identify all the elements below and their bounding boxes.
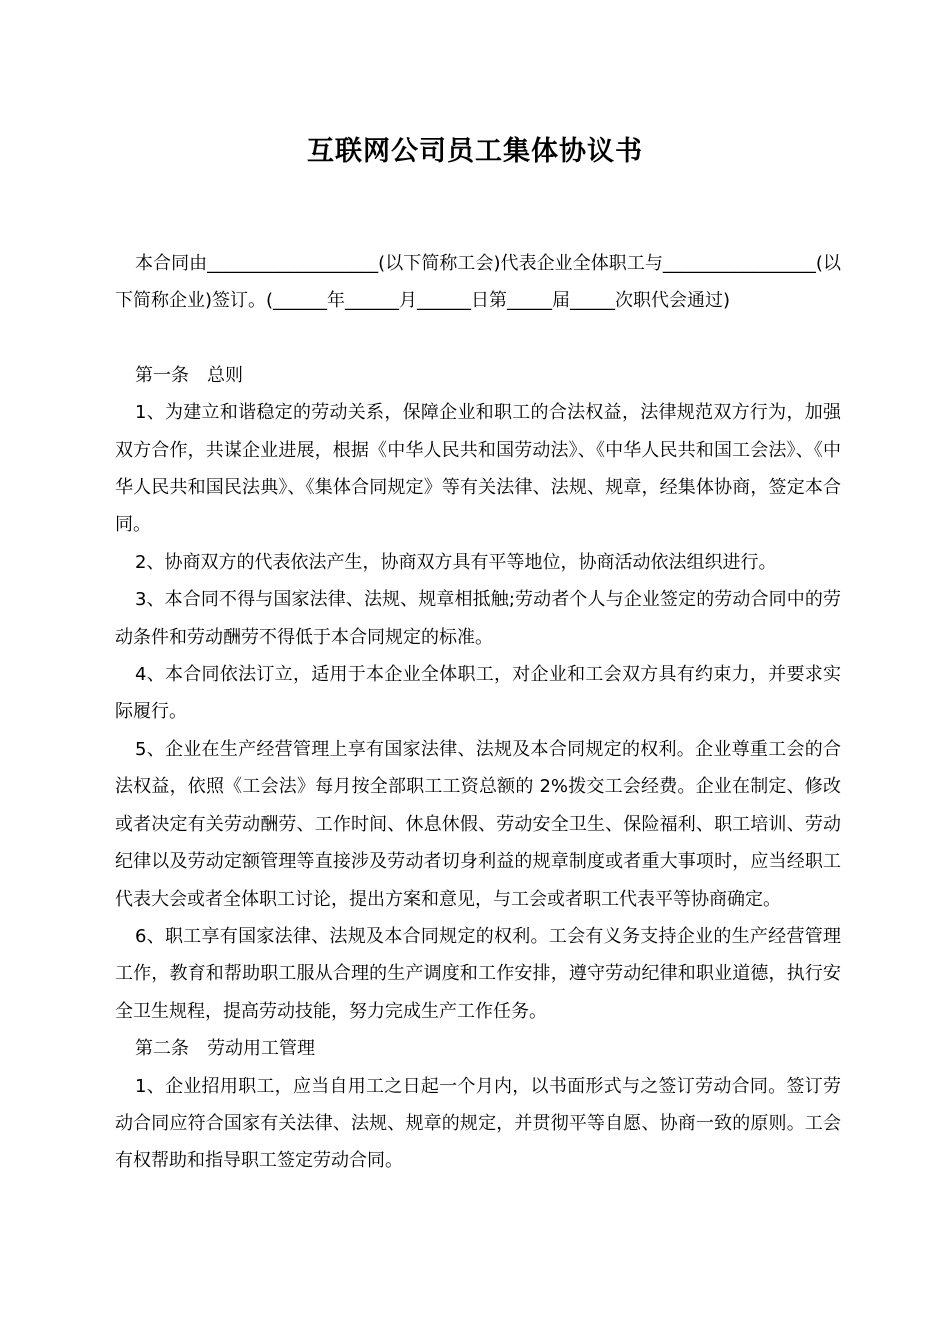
clause-paragraph: 2、协商双方的代表依法产生，协商双方具有平等地位，协商活动依法组织进行。 [135,551,777,573]
clause-paragraph: 6、职工享有国家法律、法规及本合同规定的权利。工会有义务支持企业的生产经营管理工作，教育和帮助职工服从合理的生产调度和工作安排，遵守劳动纪律和职业道德，执行安全卫生规程，提高劳动技能，努力完成生产工作任务。 [115,925,841,1022]
clause-paragraph: 4、本合同依法订立，适用于本企业全体职工，对企业和工会双方具有约束力，并要求实际履行。 [115,664,841,723]
document-title: 互联网公司员工集体协议书 [307,136,643,167]
document-body [115,245,841,1180]
intro-paragraph: 本合同由___________________(以下简称工会)代表企业全体职工与_________________(以下简称企业)签订。(______年______月______日第_____届_____次职代会通过) [115,253,841,312]
section-heading-labor: 第二条 劳动用工管理 [135,1038,315,1060]
clause-paragraph: 1、企业招用职工，应当自用工之日起一个月内，以书面形式与之签订劳动合同。签订劳动合同应符合国家有关法律、法规、规章的规定，并贯彻平等自愿、协商一致的原则。工会有权帮助和指导职工签定劳动合同。 [115,1075,841,1172]
clause-paragraph: 1、为建立和谐稳定的劳动关系，保障企业和职工的合法权益，法律规范双方行为，加强双方合作，共谋企业进展，根据《中华人民共和国劳动法》、《中华人民共和国工会法》、《中华人民共和国民法典》、《集体合同规定》等有关法律、法规、规章，经集体协商，签定本合同。 [115,402,841,536]
clause-paragraph: 5、企业在生产经营管理上享有国家法律、法规及本合同规定的权利。企业尊重工会的合法权益，依照《工会法》每月按全部职工工资总额的 2%拨交工会经费。企业在制定、修改或者决定有关劳动酬劳、工作时间、休息休假、劳动安全卫生、保险福利、职工培训、劳动纪律以及劳动定额管理等直接涉及劳动者切身利益的规章制度或者重大事项时，应当经职工代表大会或者全体职工讨论，提出方案和意见，与工会或者职工代表平等协商确定。 [115,738,841,910]
clause-paragraph: 3、本合同不得与国家法律、法规、规章相抵触;劳动者个人与企业签定的劳动合同中的劳动条件和劳动酬劳不得低于本合同规定的标准。 [115,589,841,648]
section-heading-general: 第一条 总则 [135,364,243,386]
